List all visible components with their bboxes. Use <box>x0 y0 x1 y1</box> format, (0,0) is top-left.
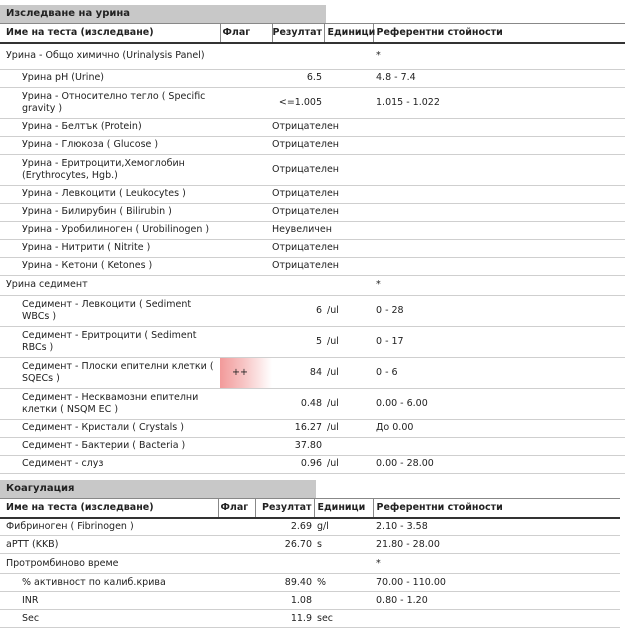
test-units: s <box>314 536 373 554</box>
test-result: 89.40 <box>255 574 314 592</box>
test-reference: 4.8 - 7.4 <box>373 69 625 87</box>
test-name: Урина - Общо химично (Urinalysis Panel) <box>0 43 220 69</box>
test-name: Седимент - Несквамозни епителни клетки ( NSQM EC ) <box>0 388 220 419</box>
test-flag <box>218 554 255 574</box>
test-units <box>324 437 373 455</box>
test-flag <box>220 257 272 275</box>
test-reference: 70.00 - 110.00 <box>373 574 620 592</box>
test-name: Урина - Еритроцити,Хемоглобин (Erythrocytes, Hgb.) <box>0 154 220 185</box>
test-units: /ul <box>324 357 373 388</box>
test-reference: 1.015 - 1.022 <box>373 87 625 118</box>
test-result <box>255 554 314 574</box>
test-units: % <box>314 574 373 592</box>
test-reference <box>373 239 625 257</box>
table-row <box>0 592 620 610</box>
test-flag <box>218 518 255 536</box>
test-name: Урина - Глюкоза ( Glucose ) <box>0 136 220 154</box>
table-row <box>0 357 625 388</box>
test-flag <box>220 69 272 87</box>
test-name: Фибриноген ( Fibrinogen ) <box>0 518 218 536</box>
test-name: Седимент - Кристали ( Crystals ) <box>0 419 220 437</box>
table-row <box>0 536 620 554</box>
test-units: /ul <box>324 326 373 357</box>
test-reference: * <box>373 554 620 574</box>
test-name: Урина седимент <box>0 275 220 295</box>
test-result <box>272 43 324 69</box>
test-flag <box>220 185 272 203</box>
test-name: Протромбиново време <box>0 554 218 574</box>
test-reference: * <box>373 275 625 295</box>
test-reference: 0 - 6 <box>373 357 625 388</box>
table-row <box>0 419 625 437</box>
test-name: Седимент - Плоски епителни клетки ( SQECs ) <box>0 357 220 388</box>
test-result: 26.70 <box>255 536 314 554</box>
test-units <box>324 69 373 87</box>
test-name: INR <box>0 592 218 610</box>
table-row <box>0 69 625 87</box>
test-result: 6 <box>272 295 324 326</box>
test-flag <box>220 295 272 326</box>
test-units <box>314 554 373 574</box>
test-flag <box>220 275 272 295</box>
test-result: 6.5 <box>272 69 324 87</box>
test-result: 5 <box>272 326 324 357</box>
test-units: /ul <box>324 388 373 419</box>
urine-header-row <box>0 24 625 44</box>
test-flag <box>220 419 272 437</box>
test-result: 16.27 <box>272 419 324 437</box>
test-result: 0.48 <box>272 388 324 419</box>
test-units: /ul <box>324 295 373 326</box>
col-header-reference: Референтни стойности <box>373 498 620 518</box>
test-result: 37.80 <box>272 437 324 455</box>
table-row <box>0 185 625 203</box>
test-name: Урина - Относително тегло ( Specific gravity ) <box>0 87 220 118</box>
table-row <box>0 518 620 536</box>
test-result: 0.96 <box>272 455 324 473</box>
table-row <box>0 275 625 295</box>
test-name: Урина - Нитрити ( Nitrite ) <box>0 239 220 257</box>
test-result: <=1.005 <box>272 87 324 118</box>
test-name: Урина - Левкоцити ( Leukocytes ) <box>0 185 220 203</box>
test-reference: 0.00 - 6.00 <box>373 388 625 419</box>
test-reference <box>373 118 625 136</box>
col-header-result: Резултат <box>272 24 324 44</box>
test-name: Седимент - Левкоцити ( Sediment WBCs ) <box>0 295 220 326</box>
test-flag <box>220 118 272 136</box>
test-result: Неувеличен <box>272 221 324 239</box>
test-result <box>272 275 324 295</box>
test-result: Отрицателен <box>272 239 324 257</box>
table-row <box>0 437 625 455</box>
col-header-reference: Референтни стойности <box>373 24 625 44</box>
test-flag <box>218 610 255 628</box>
table-row <box>0 87 625 118</box>
test-flag <box>220 239 272 257</box>
test-units: sec <box>314 610 373 628</box>
test-name: Урина - Уробилиноген ( Urobilinogen ) <box>0 221 220 239</box>
table-row <box>0 43 625 69</box>
test-flag <box>220 437 272 455</box>
test-reference <box>373 437 625 455</box>
coag-table <box>0 498 620 629</box>
test-name: Урина pH (Urine) <box>0 69 220 87</box>
urine-section-title: Изследване на урина <box>0 5 326 23</box>
test-reference: До 0.00 <box>373 419 625 437</box>
test-result: 1.08 <box>255 592 314 610</box>
test-name: Седимент - Бактерии ( Bacteria ) <box>0 437 220 455</box>
test-name: Урина - Белтък (Protein) <box>0 118 220 136</box>
test-name: Sec <box>0 610 218 628</box>
urine-table <box>0 23 625 474</box>
test-reference <box>373 610 620 628</box>
urine-section <box>0 5 625 474</box>
table-row <box>0 154 625 185</box>
test-reference <box>373 136 625 154</box>
test-reference: 0 - 28 <box>373 295 625 326</box>
test-units: /ul <box>324 419 373 437</box>
test-result: Отрицателен <box>272 185 324 203</box>
test-flag <box>220 326 272 357</box>
col-header-units: Единици <box>324 24 373 44</box>
test-flag <box>220 388 272 419</box>
test-result: 84 <box>272 357 324 388</box>
test-reference: 21.80 - 28.00 <box>373 536 620 554</box>
col-header-result: Резултат <box>255 498 314 518</box>
test-flag <box>218 536 255 554</box>
test-result: Отрицателен <box>272 203 324 221</box>
test-flag <box>218 574 255 592</box>
col-header-name: Име на теста (изследване) <box>0 24 220 44</box>
test-units <box>314 592 373 610</box>
test-units <box>324 87 373 118</box>
table-row <box>0 239 625 257</box>
coag-section <box>0 480 625 629</box>
table-row <box>0 118 625 136</box>
test-reference <box>373 185 625 203</box>
test-units <box>324 43 373 69</box>
test-name: aPTT (KKB) <box>0 536 218 554</box>
test-name: Урина - Билирубин ( Bilirubin ) <box>0 203 220 221</box>
test-reference <box>373 221 625 239</box>
test-reference <box>373 154 625 185</box>
test-reference: 0.80 - 1.20 <box>373 592 620 610</box>
test-units <box>324 275 373 295</box>
test-reference: 2.10 - 3.58 <box>373 518 620 536</box>
test-result: Отрицателен <box>272 118 324 136</box>
table-row <box>0 221 625 239</box>
col-header-flag: Флаг <box>218 498 255 518</box>
table-row <box>0 136 625 154</box>
test-result: Отрицателен <box>272 136 324 154</box>
test-reference <box>373 203 625 221</box>
test-reference <box>373 257 625 275</box>
test-reference: 0.00 - 28.00 <box>373 455 625 473</box>
table-row <box>0 455 625 473</box>
coag-section-title: Коагулация <box>0 480 316 498</box>
test-flag <box>220 203 272 221</box>
test-flag <box>220 455 272 473</box>
table-row <box>0 295 625 326</box>
table-row <box>0 610 620 628</box>
test-flag <box>220 43 272 69</box>
test-result: Отрицателен <box>272 257 324 275</box>
test-name: % активност по калиб.крива <box>0 574 218 592</box>
table-row <box>0 257 625 275</box>
test-name: Седимент - Еритроцити ( Sediment RBCs ) <box>0 326 220 357</box>
col-header-name: Име на теста (изследване) <box>0 498 218 518</box>
test-flag <box>220 87 272 118</box>
test-reference: 0 - 17 <box>373 326 625 357</box>
coag-header-row <box>0 498 620 518</box>
test-name: Седимент - слуз <box>0 455 220 473</box>
test-result: 2.69 <box>255 518 314 536</box>
table-row <box>0 554 620 574</box>
table-row <box>0 388 625 419</box>
test-result: 11.9 <box>255 610 314 628</box>
test-name: Урина - Кетони ( Ketones ) <box>0 257 220 275</box>
table-row <box>0 326 625 357</box>
table-row <box>0 203 625 221</box>
table-row <box>0 574 620 592</box>
test-result: Отрицателен <box>272 154 324 185</box>
test-flag <box>220 221 272 239</box>
col-header-flag: Флаг <box>220 24 272 44</box>
col-header-units: Единици <box>314 498 373 518</box>
test-flag-high: ++ <box>220 357 272 388</box>
test-flag <box>220 154 272 185</box>
test-flag <box>220 136 272 154</box>
test-units: /ul <box>324 455 373 473</box>
test-flag <box>218 592 255 610</box>
test-reference: * <box>373 43 625 69</box>
test-units: g/l <box>314 518 373 536</box>
